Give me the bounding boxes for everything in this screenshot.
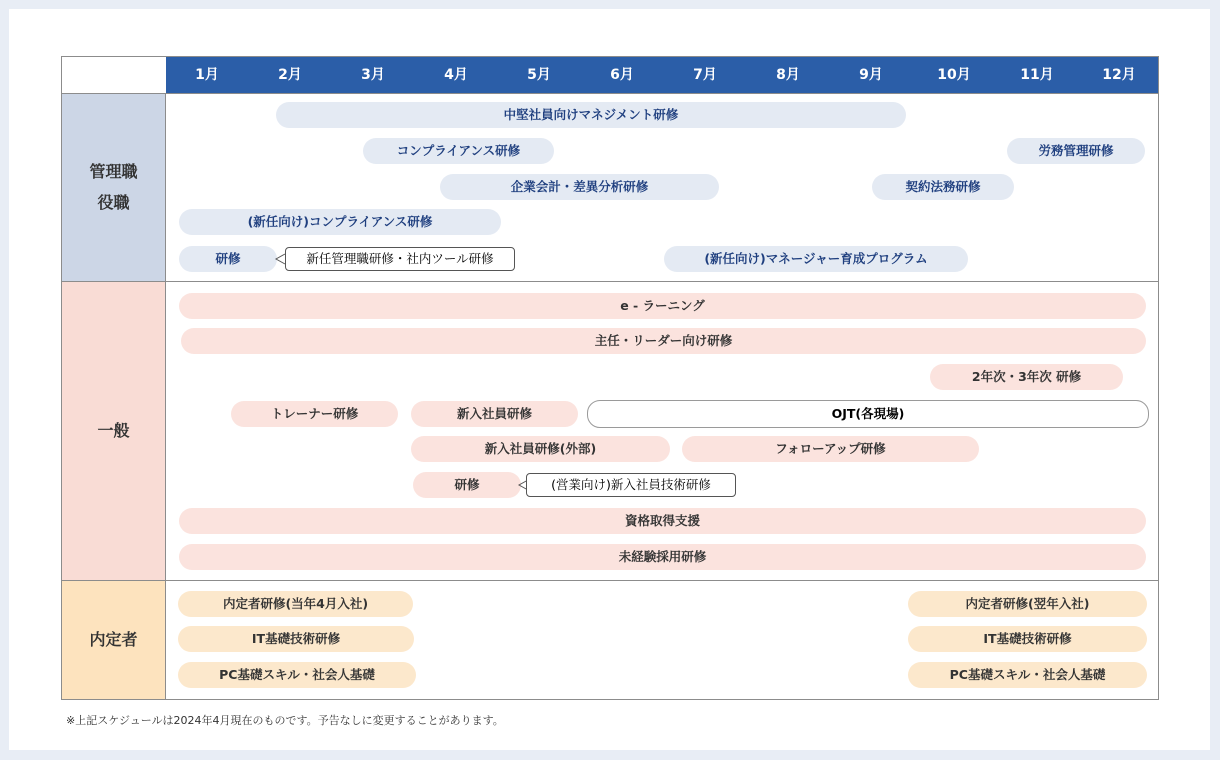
ojt-box: OJT(各現場) — [587, 400, 1149, 428]
month-4: 4月 — [444, 67, 468, 83]
new-employee-bar: 新入社員研修 — [411, 401, 578, 427]
it-basic-left-bar: IT基礎技術研修 — [178, 626, 414, 652]
trainer-training-bar: トレーナー研修 — [231, 401, 398, 427]
month-9: 9月 — [859, 67, 883, 83]
month-8: 8月 — [776, 67, 800, 83]
elearning-bar: e - ラーニング — [179, 293, 1146, 319]
month-3: 3月 — [361, 67, 385, 83]
month-7: 7月 — [693, 67, 717, 83]
category-management — [62, 94, 166, 281]
new-manager-tools-box: 新任管理職研修・社内ツール研修 — [285, 247, 515, 271]
new-manager-program-bar: (新任向け)マネージャー育成プログラム — [664, 246, 968, 272]
april-entry-bar: 内定者研修(当年4月入社) — [178, 591, 413, 617]
compliance-bar: コンプライアンス研修 — [363, 138, 554, 164]
labor-management-bar: 労務管理研修 — [1007, 138, 1145, 164]
it-basic-right-bar: IT基礎技術研修 — [908, 626, 1147, 652]
category-prospective: 内定者 — [62, 581, 166, 699]
year23-training-bar: 2年次・3年次 研修 — [930, 364, 1123, 390]
category-management-line2: 役職 — [97, 192, 130, 212]
row-divider — [62, 93, 1158, 94]
next-year-entry-bar: 内定者研修(翌年入社) — [908, 591, 1147, 617]
month-2: 2月 — [278, 67, 302, 83]
month-11: 11月 — [1020, 67, 1054, 83]
month-12: 12月 — [1102, 67, 1136, 83]
midlevel-management-bar: 中堅社員向けマネジメント研修 — [276, 102, 906, 128]
followup-bar: フォローアップ研修 — [682, 436, 979, 462]
corporate-accounting-bar: 企業会計・差異分析研修 — [440, 174, 719, 200]
new-compliance-bar: (新任向け)コンプライアンス研修 — [179, 209, 501, 235]
category-general: 一般 — [62, 282, 166, 580]
training-schedule-table — [61, 56, 1159, 700]
month-header — [166, 57, 1158, 93]
general-training-bar: 研修 — [413, 472, 521, 498]
month-1: 1月 — [195, 67, 219, 83]
month-10: 10月 — [937, 67, 971, 83]
sales-tech-training-box: (営業向け)新入社員技術研修 — [526, 473, 736, 497]
qualification-bar: 資格取得支援 — [179, 508, 1146, 534]
leader-training-bar: 主任・リーダー向け研修 — [181, 328, 1146, 354]
month-5: 5月 — [527, 67, 551, 83]
inexperienced-bar: 未経験採用研修 — [179, 544, 1146, 570]
category-management-line1: 管理職 — [89, 162, 138, 182]
new-employee-external-bar: 新入社員研修(外部) — [411, 436, 670, 462]
header-corner — [62, 57, 167, 93]
footnote: ※上記スケジュールは2024年4月現在のものです。予告なしに変更することがあります。 — [66, 714, 504, 727]
pc-basic-right-bar: PC基礎スキル・社会人基礎 — [908, 662, 1147, 688]
month-6: 6月 — [610, 67, 634, 83]
management-training-bar: 研修 — [179, 246, 277, 272]
row-divider — [62, 580, 1158, 581]
pc-basic-left-bar: PC基礎スキル・社会人基礎 — [178, 662, 416, 688]
contract-law-bar: 契約法務研修 — [872, 174, 1014, 200]
row-divider — [62, 281, 1158, 282]
